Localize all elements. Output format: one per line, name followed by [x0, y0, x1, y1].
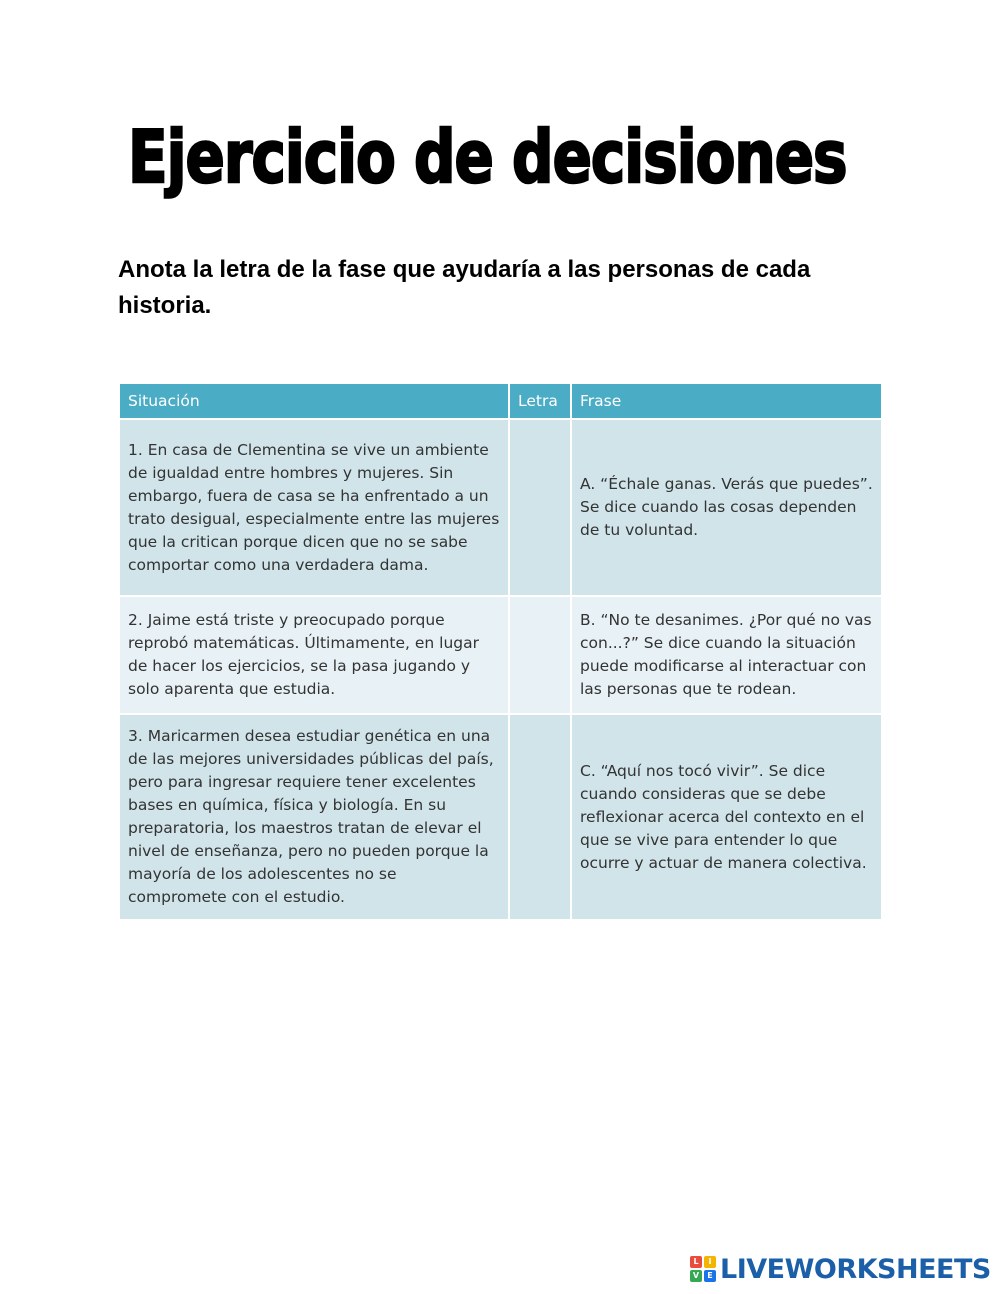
header-letter: Letra: [509, 383, 571, 419]
phrase-cell: B. “No te desanimes. ¿Por qué no vas con...?” Se dice cuando la situación puede modificarse al interactuar con las personas que te rodean.: [571, 596, 882, 714]
header-situation: Situación: [119, 383, 509, 419]
logo-letter-i: I: [704, 1256, 716, 1268]
letter-answer-cell[interactable]: [509, 596, 571, 714]
situation-cell: 1. En casa de Clementina se vive un ambiente de igualdad entre hombres y mujeres. Sin embargo, fuera de casa se ha enfrentado a un trato desigual, especialmente entre las mujeres que la critican porque dicen que no se sabe comportar como una verdadera dama.: [119, 419, 509, 596]
logo-letter-l: L: [690, 1256, 702, 1268]
phrase-cell: A. “Échale ganas. Verás que puedes”. Se dice cuando las cosas dependen de tu voluntad.: [571, 419, 882, 596]
table-row: [119, 714, 882, 920]
header-phrase: Frase: [571, 383, 882, 419]
liveworksheets-logo: [690, 1253, 991, 1285]
logo-letter-e: E: [704, 1270, 716, 1282]
brand-name: LIVEWORKSHEETS: [720, 1253, 991, 1285]
table-row: [119, 596, 882, 714]
decisions-table: [118, 382, 883, 921]
logo-letter-v: V: [690, 1270, 702, 1282]
page-title: Ejercicio de decisiones: [128, 114, 847, 200]
letter-answer-cell[interactable]: [509, 419, 571, 596]
instruction-text: Anota la letra de la fase que ayudaría a las personas de cada historia.: [118, 256, 811, 319]
situation-cell: 3. Maricarmen desea estudiar genética en una de las mejores universidades públicas del país, pero para ingresar requiere tener excelentes bases en química, física y biología. En su preparatoria, los maestros tratan de elevar el nivel de enseñanza, pero no pueden porque la mayoría de los adolescentes no se compromete con el estudio.: [119, 714, 509, 920]
table-row: [119, 419, 882, 596]
liveworksheets-logo-icon: [690, 1256, 716, 1282]
letter-answer-cell[interactable]: [509, 714, 571, 920]
table-header-row: [119, 383, 882, 419]
situation-cell: 2. Jaime está triste y preocupado porque reprobó matemáticas. Últimamente, en lugar de hacer los ejercicios, se la pasa jugando y solo aparenta que estudia.: [119, 596, 509, 714]
phrase-cell: C. “Aquí nos tocó vivir”. Se dice cuando consideras que se debe reflexionar acerca del contexto en el que se vive para entender lo que ocurre y actuar de manera colectiva.: [571, 714, 882, 920]
